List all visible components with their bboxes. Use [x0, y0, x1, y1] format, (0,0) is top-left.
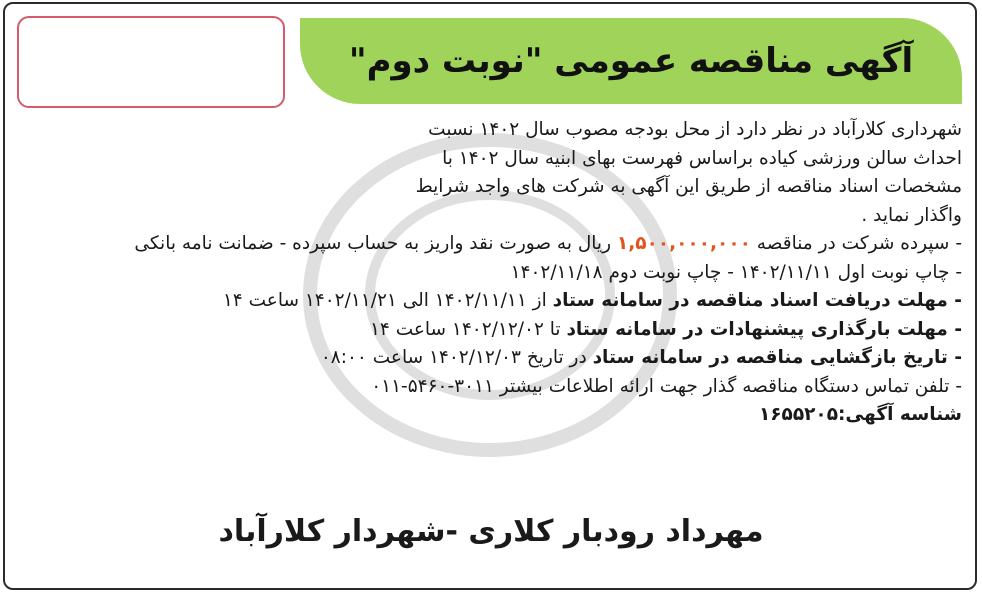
- phone-line: - تلفن تماس دستگاه مناقصه گذار جهت ارائه اطلاعات بیشتر ۳۰۱۱-۵۴۶۰-۰۱۱: [371, 375, 962, 397]
- ad-id-line: شناسه آگهی:۱۶۵۵۲۰۵: [758, 404, 962, 425]
- opening-date-value: در تاریخ ۱۴۰۲/۱۲/۰۳ ساعت ۰۸:۰۰: [320, 347, 593, 368]
- document-deadline-value: از ۱۴۰۲/۱۱/۱۱ الی ۱۴۰۲/۱۱/۲۱ ساعت ۱۴: [222, 290, 553, 311]
- logo-placeholder-box: [17, 16, 285, 108]
- intro-line-3: مشخصات اسناد مناقصه از طریق این آگهی به شرکت های واجد شرایط: [415, 176, 962, 197]
- submission-deadline-label: - مهلت بارگذاری پیشنهادات در سامانه ستاد: [566, 318, 962, 340]
- intro-line-1: شهرداری کلارآباد در نظر دارد از محل بودجه مصوب سال ۱۴۰۲ نسبت: [428, 119, 962, 140]
- submission-deadline-line: [18, 316, 962, 345]
- ad-title: آگهی مناقصه عمومی "نوبت دوم": [348, 41, 914, 81]
- deposit-suffix: ریال به صورت نقد واریز به حساب سپرده - ضمانت نامه بانکی: [134, 233, 617, 254]
- submission-deadline-value: تا ۱۴۰۲/۱۲/۰۲ ساعت ۱۴: [369, 318, 567, 340]
- ad-body: [18, 116, 962, 430]
- deposit-line: [18, 230, 962, 259]
- print-dates-line: - چاپ نوبت اول ۱۴۰۲/۱۱/۱۱ - چاپ نوبت دوم ۱۴۰۲/۱۱/۱۸: [510, 261, 962, 283]
- document-deadline-label: - مهلت دریافت اسناد مناقصه در سامانه ستاد: [552, 290, 962, 311]
- deposit-amount: ۱,۵۰۰,۰۰۰,۰۰۰: [616, 233, 751, 254]
- intro-line-4: واگذار نماید .: [861, 204, 962, 226]
- document-deadline-line: [18, 287, 962, 316]
- title-banner: [300, 18, 962, 104]
- deposit-prefix: - سپرده شرکت در مناقصه: [750, 233, 962, 254]
- intro-line-2: احداث سالن ورزشی کیاده براساس فهرست بهای ابنیه سال ۱۴۰۲ با: [442, 147, 962, 169]
- opening-date-label: - تاریخ بازگشایی مناقصه در سامانه ستاد: [592, 347, 962, 368]
- signature-line: مهرداد رودبار کلاری -شهردار کلارآباد: [218, 514, 764, 549]
- opening-date-line: [18, 344, 962, 373]
